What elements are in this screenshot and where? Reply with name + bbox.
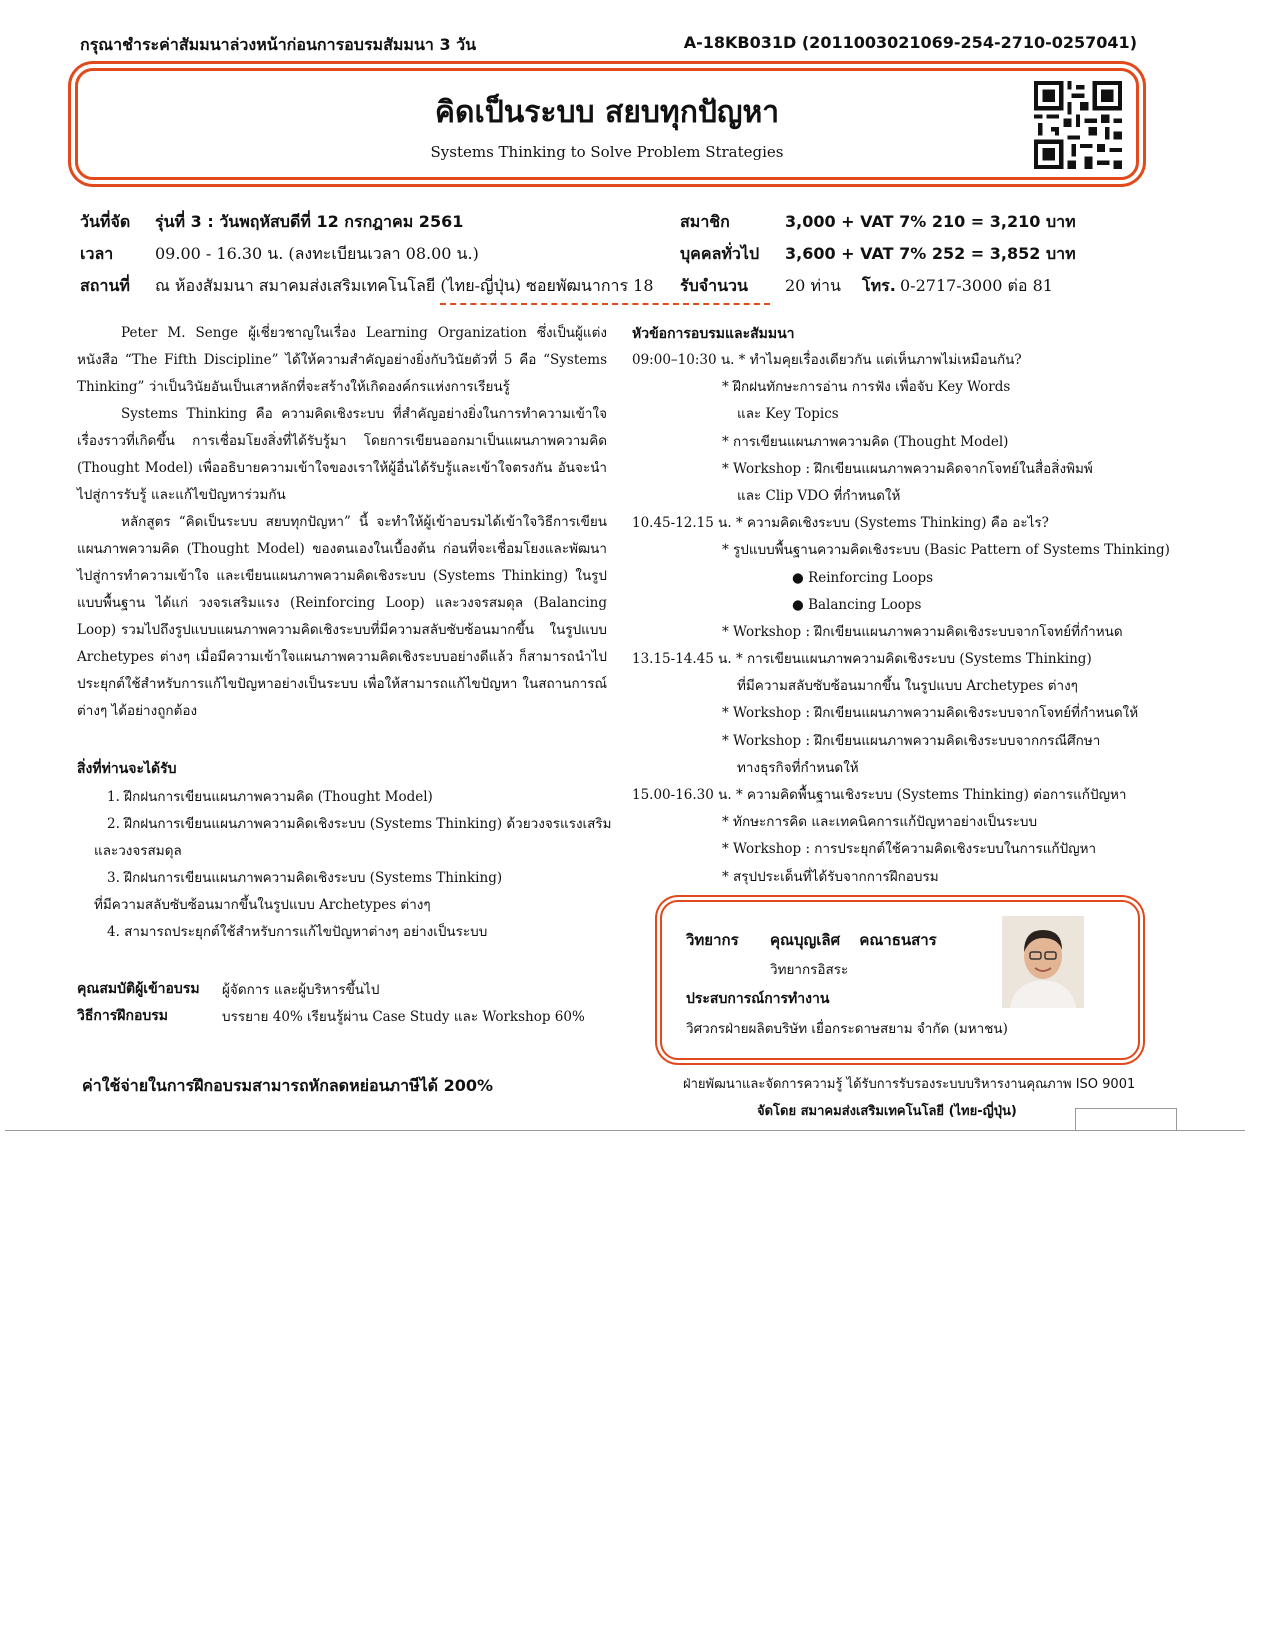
- time-value: 09.00 - 16.30 น. (ลงทะเบียนเวลา 08.00 น.): [155, 244, 479, 263]
- agenda-line: 09:00–10:30 น. * ทำไมคุยเรื่องเดียวกัน แต่เห็นภาพไม่เหมือนกัน?: [632, 352, 1022, 368]
- list-item: 2. ฝึกฝนการเขียนแผนภาพความคิดเชิงระบบ (Systems Thinking) ด้วยวงจรแรงเสริม: [107, 816, 612, 832]
- agenda-line: ที่มีความสลับซับซ้อนมากขึ้น ในรูปแบบ Archetypes ต่างๆ: [737, 678, 1078, 695]
- date-label: วันที่จัด: [80, 212, 131, 231]
- tax-deduction-note: ค่าใช้จ่ายในการฝึกอบรมสามารถหักลดหย่อนภาษีได้ 200%: [82, 1076, 494, 1095]
- agenda-line: * ทักษะการคิด และเทคนิคการแก้ปัญหาอย่างเป็นระบบ: [722, 814, 1038, 831]
- agenda-line: * Workshop : การประยุกต์ใช้ความคิดเชิงระบบในการแก้ปัญหา: [722, 841, 1097, 858]
- member-price-label: สมาชิก: [680, 212, 730, 231]
- bottom-divider: [5, 1130, 1245, 1131]
- qr-code-icon: [1034, 81, 1122, 169]
- seats-value: 20 ท่าน: [785, 276, 841, 295]
- person-icon: [1002, 916, 1084, 1008]
- intro-paragraph: Systems Thinking คือ ความคิดเชิงระบบ ที่สำคัญอย่างยิ่งในการทำความเข้าใจเรื่องราวที่เกิดขึ้น การเชื่อมโยงสิ่งที่ได้รับรู้มา โดยการเขียนออกมาเป็นแผนภาพความคิด (Thought Model) เพื่ออธิบายความเข้าใจของเราให้ผู้อื่นได้รับรู้และเข้าใจตรงกัน อันจะนำไปสู่การรับรู้ และแก้ไขปัญหาร่วมกัน: [77, 406, 607, 503]
- course-title-english: Systems Thinking to Solve Problem Strategies: [430, 143, 784, 161]
- speaker-photo: [1002, 916, 1084, 1008]
- iso-certification: ฝ่ายพัฒนาและจัดการความรู้ ได้รับการรับรองระบบบริหารงานคุณภาพ ISO 9001: [683, 1077, 1136, 1092]
- list-item: 3. ฝึกฝนการเขียนแผนภาพความคิดเชิงระบบ (Systems Thinking): [107, 870, 503, 886]
- speaker-name: คุณบุญเลิศ คณาธนสาร: [770, 931, 937, 949]
- agenda-line: ● Balancing Loops: [792, 596, 922, 613]
- method-label: วิธีการฝึกอบรม: [77, 1008, 168, 1024]
- course-code: A-18KB031D (2011003021069-254-2710-0257041): [683, 33, 1137, 52]
- agenda-line: * Workshop : ฝึกเขียนแผนภาพความคิดเชิงระบบจากโจทย์ที่กำหนดให้: [722, 705, 1139, 722]
- title-box: [75, 68, 1139, 180]
- agenda-list: [632, 347, 1192, 891]
- intro-paragraph: รวมไปถึงรูปแบบแผนภาพความคิดเชิงระบบที่มีความสลับซับซ้อนมากขึ้น ในรูปแบบ Archetypes ต่างๆ เมื่อมีความเข้าใจแผนภาพความคิดเชิงระบบอย่างดีแล้ว ก็สามารถนำไปประยุกต์ใช้สำหรับการแก้ไขปัญหาอย่างเป็นระบบ เพื่อให้สามารถแก้ไขปัญหา ในสถานการณ์ต่างๆ ได้อย่างถูกต้อง: [77, 622, 607, 719]
- place-value: ณ ห้องสัมมนา สมาคมส่งเสริมเทคโนโลยี (ไทย-ญี่ปุ่น) ซอยพัฒนาการ 18: [155, 276, 654, 295]
- member-price-value: 3,000 + VAT 7% 210 = 3,210 บาท: [785, 212, 1076, 231]
- qualification-value: ผู้จัดการ และผู้บริหารขึ้นไป: [222, 982, 380, 998]
- agenda-line: * การเขียนแผนภาพความคิด (Thought Model): [722, 433, 1009, 450]
- method-value: บรรยาย 40% เรียนรู้ผ่าน Case Study และ Workshop 60%: [222, 1009, 585, 1025]
- payment-notice: กรุณาชำระค่าสัมมนาล่วงหน้าก่อนการอบรมสัมมนา 3 วัน: [80, 35, 477, 54]
- seats-label: รับจำนวน: [680, 276, 748, 295]
- course-title-thai: คิดเป็นระบบ สยบทุกปัญหา: [434, 95, 780, 130]
- general-price-value: 3,600 + VAT 7% 252 = 3,852 บาท: [785, 244, 1076, 263]
- agenda-line: * Workshop : ฝึกเขียนแผนภาพความคิดเชิงระบบจากโจทย์ที่กำหนด: [722, 623, 1123, 640]
- qualification-label: คุณสมบัติผู้เข้าอบรม: [77, 981, 200, 997]
- dashed-divider: [440, 303, 770, 305]
- tel-label: โทร.: [862, 276, 896, 295]
- speaker-box: [660, 900, 1140, 1060]
- agenda-line: และ Clip VDO ที่กำหนดให้: [737, 487, 901, 504]
- date-value: รุ่นที่ 3 : วันพฤหัสบดีที่ 12 กรกฎาคม 2561: [155, 212, 464, 231]
- agenda-line: * ฝึกฝนทักษะการอ่าน การฟัง เพื่อจับ Key Words: [722, 379, 1011, 396]
- agenda-line: * สรุปประเด็นที่ได้รับจากการฝึกอบรม: [722, 868, 939, 885]
- experience-value: วิศวกรฝ่ายผลิตบริษัท เยื่อกระดาษสยาม จำกัด (มหาชน): [686, 1021, 1008, 1037]
- agenda-line: * Workshop : ฝึกเขียนแผนภาพความคิดจากโจทย์ในสื่อสิ่งพิมพ์: [722, 460, 1093, 477]
- time-label: เวลา: [80, 244, 114, 263]
- list-item: ที่มีความสลับซับซ้อนมากขึ้นในรูปแบบ Archetypes ต่างๆ: [94, 897, 431, 913]
- experience-label: ประสบการณ์การทำงาน: [686, 991, 830, 1007]
- list-item: และวงจรสมดุล: [94, 843, 182, 859]
- agenda-line: ● Reinforcing Loops: [792, 569, 934, 586]
- place-label: สถานที่: [80, 276, 130, 295]
- agenda-line: * รูปแบบพื้นฐานความคิดเชิงระบบ (Basic Pattern of Systems Thinking): [722, 542, 1170, 559]
- list-item: 1. ฝึกฝนการเขียนแผนภาพความคิด (Thought Model): [107, 789, 433, 805]
- general-price-label: บุคคลทั่วไป: [680, 244, 760, 263]
- agenda-line: 10.45-12.15 น. * ความคิดเชิงระบบ (Systems Thinking) คือ อะไร?: [632, 515, 1049, 532]
- speaker-role-label: วิทยากร: [686, 931, 739, 949]
- benefits-heading: สิ่งที่ท่านจะได้รับ: [77, 761, 177, 777]
- benefits-list: [94, 784, 617, 946]
- list-item: 4. สามารถประยุกต์ใช้สำหรับการแก้ไขปัญหาต่างๆ อย่างเป็นระบบ: [107, 924, 488, 940]
- tel-value: 0-2717-3000 ต่อ 81: [900, 276, 1053, 295]
- intro-paragraph: หลักสูตร “คิดเป็นระบบ สยบทุกปัญหา” นี้ จะทำให้ผู้เข้าอบรมได้เข้าใจวิธีการเขียนแผนภาพความคิด (Thought Model) ของตนเองในเบื้องต้น ก่อนที่จะเชื่อมโยงและพัฒนาไปสู่การทำความเข้าใจ และเขียนแผนภาพความคิดเชิงระบบ (Systems Thinking) ในรูปแบบพื้นฐาน ได้แก่ วงจรเสริมแรง (Reinforcing Loop) และวงจรสมดุล (Balancing Loop): [77, 514, 607, 638]
- agenda-line: 13.15-14.45 น. * การเขียนแผนภาพความคิดเชิงระบบ (Systems Thinking): [632, 651, 1092, 668]
- agenda-line: 15.00-16.30 น. * ความคิดพื้นฐานเชิงระบบ (Systems Thinking) ต่อการแก้ปัญหา: [632, 787, 1127, 803]
- intro-paragraph: Peter M. Senge ผู้เชี่ยวชาญในเรื่อง Learning Organization ซึ่งเป็นผู้แต่งหนังสือ “The Fifth Discipline” ได้ให้ความสำคัญอย่างยิ่งกับวินัยตัวที่ 5 คือ “Systems Thinking” ว่าเป็นวินัยอันเป็นเสาหลักที่จะสร้างให้เกิดองค์กรแห่งการเรียนรู้: [77, 325, 607, 395]
- speaker-title: วิทยากรอิสระ: [770, 962, 849, 978]
- footer-tab: [1075, 1108, 1177, 1131]
- organizer: จัดโดย สมาคมส่งเสริมเทคโนโลยี (ไทย-ญี่ปุ่น): [757, 1104, 1017, 1119]
- agenda-line: * Workshop : ฝึกเขียนแผนภาพความคิดเชิงระบบจากกรณีศึกษา: [722, 732, 1101, 749]
- agenda-line: ทางธุรกิจที่กำหนดให้: [737, 759, 859, 776]
- agenda-heading: หัวข้อการอบรมและสัมมนา: [632, 326, 795, 342]
- agenda-line: และ Key Topics: [737, 406, 839, 423]
